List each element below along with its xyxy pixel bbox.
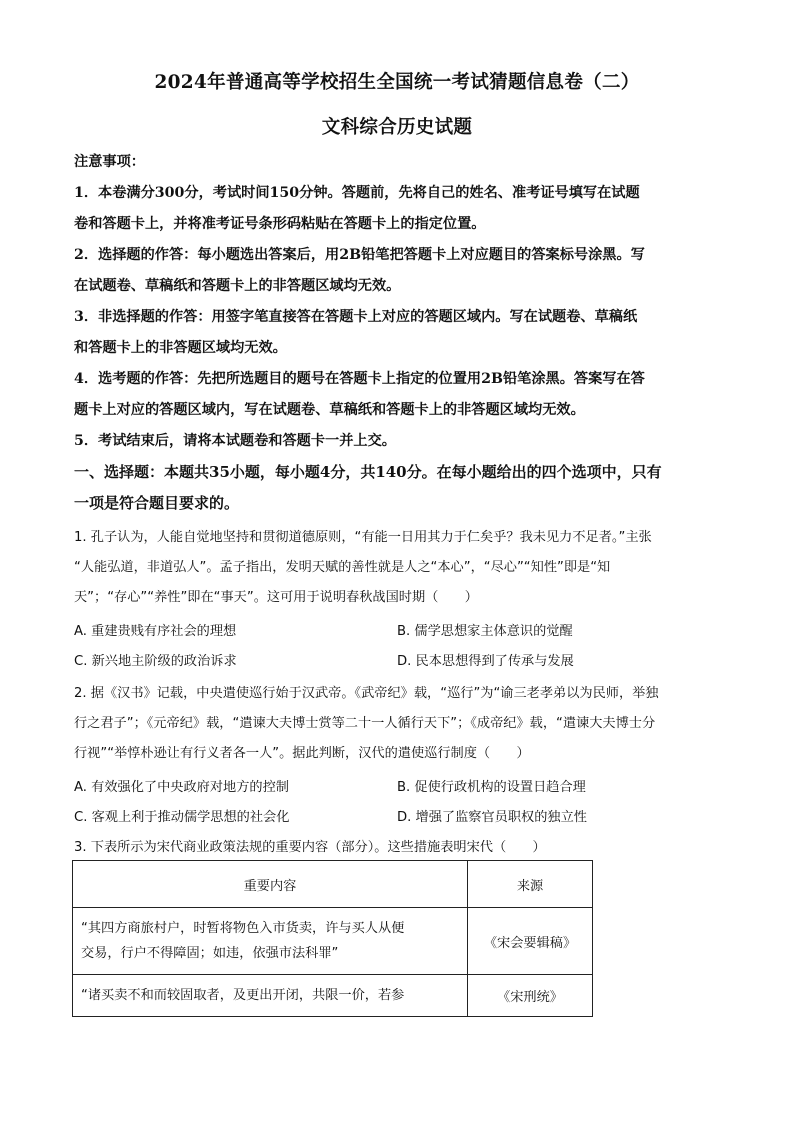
question-1-option-c: C. 新兴地主阶级的政治诉求 [74,654,237,669]
policy-table [72,860,593,1017]
notice-line: 3．非选择题的作答：用签字笔直接答在答题卡上对应的答题区域内。写在试题卷、草稿纸 [74,309,638,325]
question-2-option-c: C. 客观上利于推动儒学思想的社会化 [74,810,290,825]
table-cell-content [73,908,468,975]
question-3-line: 3. 下表所示为宋代商业政策法规的重要内容（部分）。这些措施表明宋代（ ） [74,840,546,855]
question-1-option-b: B. 儒学思想家主体意识的觉醒 [397,624,573,639]
notice-line: 4．选考题的作答：先把所选题目的题号在答题卡上指定的位置用2B铅笔涂黑。答案写在答 [74,371,645,387]
notice-line: 题卡上对应的答题区域内，写在试题卷、草稿纸和答题卡上的非答题区域均无效。 [74,402,585,418]
notice-line: 1．本卷满分300分，考试时间150分钟。答题前，先将自己的姓名、准考证号填写在试题 [74,185,640,201]
question-2-option-d: D. 增强了监察官员职权的独立性 [397,810,587,825]
exam-title: 2024年普通高等学校招生全国统一考试猜题信息卷（二） [154,72,640,93]
table-cell-content [73,975,468,1017]
question-1-option-d: D. 民本思想得到了传承与发展 [397,654,574,669]
question-2-option-b: B. 促使行政机构的设置日趋合理 [397,780,586,795]
table-row [73,975,593,1017]
question-2-line: 行视”“举惇朴逊让有行义者各一人”。据此判断，汉代的遣使巡行制度（ ） [74,746,530,761]
exam-subtitle: 文科综合历史试题 [321,117,473,138]
table-row [73,908,593,975]
notice-line: 和答题卡上的非答题区域均无效。 [74,340,287,356]
table-header-content: 重要内容 [73,861,468,908]
table-cell-source: 《宋刑统》 [468,975,593,1017]
notice-line: 2．选择题的作答：每小题选出答案后，用2B铅笔把答题卡上对应题目的答案标号涂黑。写 [74,247,645,263]
notice-line: 卷和答题卡上，并将准考证号条形码粘贴在答题卡上的指定位置。 [74,216,486,232]
notice-line: 5．考试结束后，请将本试题卷和答题卡一并上交。 [74,433,396,449]
notice-line: 在试题卷、草稿纸和答题卡上的非答题区域均无效。 [74,278,401,294]
question-1-line: “人能弘道，非道弘人”。孟子指出，发明天赋的善性就是人之“本心”，“尽心”“知性”即是“知 [74,560,611,575]
table-header-source: 来源 [468,861,593,908]
question-2-line: 2. 据《汉书》记载，中央遣使巡行始于汉武帝。《武帝纪》载，“巡行”为“谕三老孝弟以为民师，举独 [74,686,659,701]
question-1-line: 天”；“存心”“养性”即在“事天”。这可用于说明春秋战国时期（ ） [74,590,478,605]
table-cell-source: 《宋会要辑稿》 [468,908,593,975]
question-2-option-a: A. 有效强化了中央政府对地方的控制 [74,780,289,795]
notice-heading: 注意事项： [74,154,145,170]
table-cell-line: “诸买卖不和而较固取者，及更出开闭，共限一价，若参 [81,988,405,1003]
section-heading: 一、选择题：本题共35小题，每小题4分，共140分。在每小题给出的四个选项中，只有 [74,463,662,481]
section-heading: 一项是符合题目要求的。 [74,494,240,512]
question-2-line: 行之君子”；《元帝纪》载，“遣谏大夫博士赏等二十一人循行天下”；《成帝纪》载，“遣谏大夫博士分 [74,716,656,731]
question-1-line: 1. 孔子认为，人能自觉地坚持和贯彻道德原则，“有能一日用其力于仁矣乎？我未见力不足者。”主张 [74,530,652,545]
table-cell-line: 交易，行户不得障固；如违，依强市法科罪” [81,946,339,961]
table-header-row [73,861,593,908]
table-cell-line: “其四方商旅村户，时暂将物色入市货卖，许与买人从便 [81,921,405,936]
question-1-option-a: A. 重建贵贱有序社会的理想 [74,624,237,639]
